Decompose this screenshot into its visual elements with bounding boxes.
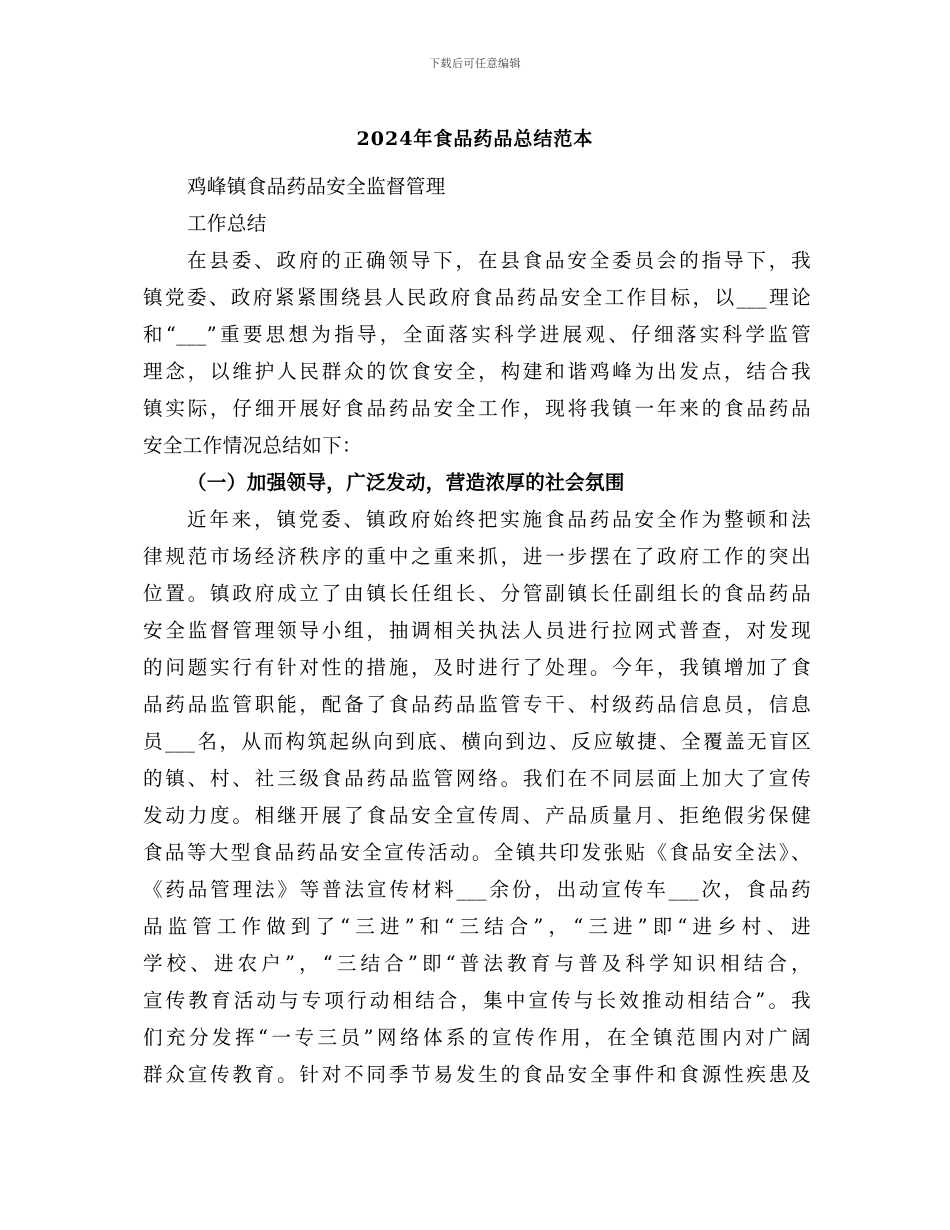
paragraph-line: 和“___”重要思想为指导，全面落实科学进展观、仔细落实科学监管	[143, 323, 811, 346]
paragraph-line: 律规范市场经济秩序的重中之重来抓，进一步摆在了政府工作的突出	[143, 545, 811, 568]
document-title: 2024年食品药品总结范本	[356, 128, 594, 150]
paragraph-line: 食品等大型食品药品安全宣传活动。全镇共印发张贴《食品安全法》、	[143, 841, 811, 864]
paragraph-line: 镇党委、政府紧紧围绕县人民政府食品药品安全工作目标，以___理论	[143, 286, 811, 309]
paragraph-line: 理念，以维护人民群众的饮食安全，构建和谐鸡峰为出发点，结合我	[143, 360, 811, 383]
paragraph-line: 在县委、政府的正确领导下，在县食品安全委员会的指导下，我	[187, 249, 811, 272]
paragraph-line: 《药品管理法》等普法宣传材料___余份，出动宣传车___次，食品药	[143, 878, 811, 901]
paragraph-line: 近年来，镇党委、镇政府始终把实施食品药品安全作为整顿和法	[187, 508, 811, 531]
paragraph-line: 镇实际，仔细开展好食品药品安全工作，现将我镇一年来的食品药品	[143, 397, 811, 420]
paragraph-line: 宣传教育活动与专项行动相结合，集中宣传与长效推动相结合”。我	[143, 989, 811, 1012]
paragraph-line: 位置。镇政府成立了由镇长任组长、分管副镇长任副组长的食品药品	[143, 582, 811, 605]
paragraph-line: 的问题实行有针对性的措施，及时进行了处理。今年，我镇增加了食	[143, 656, 811, 679]
paragraph-line: 安全监督管理领导小组，抽调相关执法人员进行拉网式普查，对发现	[143, 619, 811, 642]
paragraph-line: 学校、进农户”，“三结合”即“普法教育与普及科学知识相结合，	[143, 952, 811, 975]
section-heading: （一）加强领导，广泛发动，营造浓厚的社会氛围	[187, 471, 625, 494]
paragraph-line: 安全工作情况总结如下：	[143, 434, 362, 457]
paragraph-line: 品监管工作做到了“三进”和“三结合”，“三进”即“进乡村、进	[143, 915, 811, 938]
paragraph-line: 发动力度。相继开展了食品安全宣传周、产品质量月、拒绝假劣保健	[143, 804, 811, 827]
subtitle-line: 鸡峰镇食品药品安全监督管理	[187, 175, 446, 198]
paragraph-line: 们充分发挥“一专三员”网络体系的宣传作用，在全镇范围内对广阔	[143, 1026, 811, 1049]
paragraph-line: 员___名，从而构筑起纵向到底、横向到边、反应敏捷、全覆盖无盲区	[143, 730, 811, 753]
paragraph-line: 品药品监管职能，配备了食品药品监管专干、村级药品信息员，信息	[143, 693, 811, 716]
subtitle-line: 工作总结	[187, 212, 267, 235]
paragraph-line: 的镇、村、社三级食品药品监管网络。我们在不同层面上加大了宣传	[143, 767, 811, 790]
header-note: 下载后可任意编辑	[429, 57, 521, 70]
paragraph-line: 群众宣传教育。针对不同季节易发生的食品安全事件和食源性疾患及	[143, 1063, 811, 1086]
document-body	[143, 168, 811, 1093]
